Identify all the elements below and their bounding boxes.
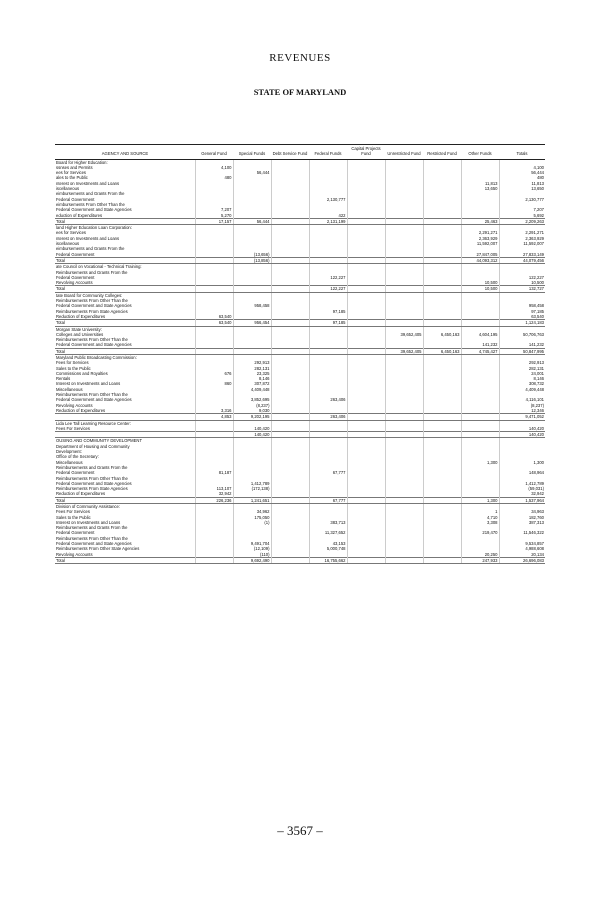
row-value: 11,592,007 bbox=[499, 241, 545, 246]
row-label: ees for Services bbox=[56, 230, 87, 236]
row-value: 20,134 bbox=[499, 552, 545, 558]
page-title: REVENUES bbox=[269, 52, 331, 64]
row-value: 7,207 bbox=[195, 207, 233, 212]
row-value: 56,444 bbox=[233, 170, 271, 175]
row-label: Reimbursements From Other State Agencies bbox=[56, 546, 140, 552]
row-value: 141,232 bbox=[499, 342, 545, 348]
row-label: Reimbursements and Grants From the bbox=[56, 464, 128, 470]
row-value: 7,207 bbox=[499, 207, 545, 212]
row-value: 4,853 bbox=[195, 414, 233, 420]
row-label: Colleges and Universities bbox=[56, 331, 104, 337]
row-value: 2,130,777 bbox=[499, 197, 545, 202]
row-label: Federal Government and State Agencies bbox=[56, 541, 132, 547]
row-label: Federal Government and State Agencies bbox=[56, 342, 132, 348]
row-label: Fees for Services bbox=[56, 360, 89, 366]
row-value: 1,537,964 bbox=[499, 497, 545, 503]
row-value bbox=[347, 557, 385, 563]
row-label: Maryland Public Broadcasting Commission: bbox=[56, 354, 137, 360]
row-value: 140,420 bbox=[499, 432, 545, 438]
row-value: 12,346 bbox=[499, 408, 545, 414]
row-label: Revolving Accounts bbox=[56, 402, 93, 408]
row-label: Reimbursements From State Agencies bbox=[56, 486, 128, 492]
row-value: 34,963 bbox=[499, 509, 545, 514]
row-value: 1,124,183 bbox=[499, 320, 545, 326]
row-value: (8,237) bbox=[499, 403, 545, 408]
row-value: 11,327,652 bbox=[309, 530, 347, 535]
row-label: Federal Government and State Agencies bbox=[56, 480, 132, 486]
row-value: 34,962 bbox=[233, 509, 271, 514]
row-value: 67,777 bbox=[309, 470, 347, 475]
row-label: Total bbox=[55, 320, 195, 326]
row-label: ate Council on Vocational - Technical Training: bbox=[56, 264, 142, 270]
row-value: 9,692,490 bbox=[233, 557, 271, 563]
row-value: 13,650 bbox=[499, 186, 545, 191]
row-value: 956,454 bbox=[233, 320, 271, 326]
row-label: nterest on Investments and Loans bbox=[56, 235, 120, 241]
row-value: (59,031) bbox=[499, 486, 545, 491]
row-value: 958,458 bbox=[499, 303, 545, 308]
row-value: 39,652,405 bbox=[385, 332, 423, 337]
row-label: Total bbox=[55, 557, 195, 563]
header-col-7: Restricted Fund bbox=[423, 145, 461, 160]
row-label: Miscellaneous bbox=[56, 386, 83, 392]
row-label: Revolving Accounts bbox=[56, 280, 93, 286]
header-col-5: Capital Projects Fund bbox=[347, 145, 385, 160]
header-col-3: Debt Service Fund bbox=[271, 145, 309, 160]
header-col-4: Federal Funds bbox=[309, 145, 347, 160]
row-value: (110) bbox=[233, 552, 271, 558]
row-value: 307,872 bbox=[233, 381, 271, 386]
row-value: 27,847,005 bbox=[461, 252, 499, 258]
row-value: 56,444 bbox=[233, 218, 271, 224]
row-value: 2,363,929 bbox=[499, 236, 545, 241]
row-label: land Higher Education Loan Corporation: bbox=[56, 225, 132, 231]
row-label: eimbursements From Other Than the bbox=[56, 201, 125, 207]
row-value: 141,232 bbox=[461, 342, 499, 348]
row-value: 219,470 bbox=[461, 530, 499, 535]
row-value: 27,833,149 bbox=[499, 252, 545, 258]
row-value: 97,185 bbox=[309, 309, 347, 314]
row-label: Reimbursements From Other Than the bbox=[56, 298, 128, 304]
row-value: 132,727 bbox=[499, 286, 545, 292]
row-label: nterest on Investments and Loans bbox=[56, 180, 120, 186]
row-value: 6,450,163 bbox=[423, 332, 461, 337]
row-value: 32,942 bbox=[499, 491, 545, 497]
row-label: Revolving Accounts bbox=[56, 551, 93, 557]
row-value: 10,500 bbox=[461, 286, 499, 292]
row-value: 5,000,748 bbox=[309, 546, 347, 551]
row-value: 387,313 bbox=[499, 520, 545, 525]
row-value: (12,109) bbox=[233, 546, 271, 551]
row-value: 2,363,929 bbox=[461, 236, 499, 241]
row-value: 182,760 bbox=[499, 515, 545, 520]
row-label: Federal Government and State Agencies bbox=[56, 207, 132, 213]
row-label: Reduction of Expenditures bbox=[56, 491, 106, 497]
row-value: 4,100 bbox=[195, 165, 233, 170]
row-value bbox=[385, 557, 423, 563]
row-value: 1,412,789 bbox=[233, 481, 271, 486]
row-value bbox=[423, 557, 461, 563]
row-label: Reimbursements From State Agencies bbox=[56, 308, 128, 314]
row-value: 113,107 bbox=[195, 486, 233, 491]
row-label: iscellaneous bbox=[56, 186, 80, 192]
row-value: 422 bbox=[309, 213, 347, 219]
row-label: Reduction of Expenditures bbox=[56, 407, 106, 413]
row-value: 3,316 bbox=[195, 408, 233, 414]
row-value: 1,300 bbox=[461, 497, 499, 503]
row-value: 81,187 bbox=[195, 470, 233, 475]
row-value: 140,420 bbox=[233, 432, 271, 438]
row-value: (13,656) bbox=[233, 252, 271, 258]
row-label: OUSING AND COMMUNITY DEVELOPMENT bbox=[56, 438, 143, 444]
row-label: Division of Community Assistance: bbox=[56, 504, 120, 509]
row-value: (8,237) bbox=[233, 403, 271, 408]
row-label: Interest on Investments and Loans bbox=[56, 381, 121, 387]
row-value: 308,732 bbox=[499, 381, 545, 386]
row-value: (13,856) bbox=[233, 257, 271, 263]
row-value: 4,745,427 bbox=[461, 348, 499, 354]
row-value: 11,813 bbox=[499, 181, 545, 186]
row-label: Office of the Secretary: bbox=[56, 454, 99, 460]
row-value: 10,500 bbox=[499, 280, 545, 286]
row-label: Reimbursements and Grants From the bbox=[56, 525, 128, 531]
row-value: 2,291,271 bbox=[499, 230, 545, 235]
row-value: 263,406 bbox=[309, 414, 347, 420]
row-value: 32,942 bbox=[195, 491, 233, 497]
row-label: tate Board for Community Colleges: bbox=[56, 292, 123, 298]
row-value: 4,710 bbox=[461, 515, 499, 520]
total-row bbox=[55, 557, 545, 563]
row-value: 247,933 bbox=[461, 557, 499, 563]
row-value: 6,450,163 bbox=[423, 348, 461, 354]
row-label: Federal Government and State Agencies bbox=[56, 397, 132, 403]
row-value: 23,325 bbox=[233, 371, 271, 376]
header-col-9: Totals bbox=[499, 145, 545, 160]
page-subtitle: STATE OF MARYLAND bbox=[253, 87, 347, 97]
row-label: Fees For Services bbox=[56, 425, 90, 431]
row-label: Sales to the Public bbox=[56, 365, 91, 371]
row-value: 9,030 bbox=[233, 408, 271, 414]
row-value: 1,300 bbox=[499, 460, 545, 465]
row-value: 292,913 bbox=[233, 360, 271, 365]
row-value bbox=[195, 557, 233, 563]
row-value: 9,534,857 bbox=[499, 541, 545, 546]
row-value: 2,291,271 bbox=[461, 230, 499, 235]
row-value: 4,116,101 bbox=[499, 397, 545, 402]
row-value: 2,131,199 bbox=[309, 218, 347, 224]
row-value: 860 bbox=[195, 381, 233, 386]
row-label: Reimbursements From Other Than the bbox=[56, 535, 128, 541]
row-label: Rentals bbox=[56, 376, 71, 382]
row-value: 5,692 bbox=[499, 213, 545, 219]
row-value: 25,463 bbox=[461, 218, 499, 224]
row-value: 9,471,052 bbox=[499, 414, 545, 420]
row-value: 175,050 bbox=[233, 515, 271, 520]
row-value: 3,852,695 bbox=[233, 397, 271, 402]
row-value: 56,444 bbox=[499, 170, 545, 175]
row-value: 140,420 bbox=[233, 426, 271, 432]
row-label: eimbursements and Grants From the bbox=[56, 246, 125, 252]
row-value: 39,652,405 bbox=[385, 348, 423, 354]
row-value: 44,079,456 bbox=[499, 257, 545, 263]
row-label: Interest on Investments and Loans bbox=[56, 519, 121, 525]
row-label: eduction of Expenditures bbox=[56, 212, 103, 218]
row-value: 11,592,007 bbox=[461, 241, 499, 246]
row-label: Reimbursements and Grants From the bbox=[56, 269, 128, 275]
row-value: 122,227 bbox=[499, 275, 545, 280]
row-label: Fees For Services bbox=[56, 509, 90, 515]
row-value: 1,300 bbox=[461, 460, 499, 465]
row-value: 292,913 bbox=[499, 360, 545, 365]
row-label: Morgan State University: bbox=[56, 326, 102, 332]
row-label: Department of Housing and Community bbox=[56, 443, 130, 449]
row-value: 958,458 bbox=[233, 303, 271, 308]
row-label: Reimbursements From Other Than the bbox=[56, 475, 128, 481]
row-value: 480 bbox=[195, 175, 233, 180]
row-value: 3,308 bbox=[461, 520, 499, 525]
row-value: 11,546,322 bbox=[499, 530, 545, 535]
row-label: Total bbox=[55, 218, 195, 224]
row-label: eimbursements and Grants From the bbox=[56, 191, 125, 197]
row-value: 383,713 bbox=[309, 520, 347, 525]
row-label: Federal Government bbox=[56, 530, 95, 536]
row-label: Reimbursements From Other Than the bbox=[56, 337, 128, 343]
row-label: iscellaneous bbox=[56, 241, 80, 247]
row-value: 480 bbox=[499, 175, 545, 180]
row-value: 263,406 bbox=[309, 397, 347, 402]
row-value: 1,412,789 bbox=[499, 481, 545, 486]
row-value: 63,540 bbox=[499, 314, 545, 320]
row-label: Total bbox=[55, 497, 195, 503]
row-value: 122,227 bbox=[309, 275, 347, 280]
row-value: 676 bbox=[195, 371, 233, 376]
row-label: ees for Services bbox=[56, 170, 87, 176]
row-label: Miscellaneous bbox=[56, 459, 83, 465]
header-col-1: General Fund bbox=[195, 145, 233, 160]
row-value: 4,100 bbox=[499, 165, 545, 170]
row-value: 10,500 bbox=[461, 280, 499, 286]
row-label: ales to the Public bbox=[56, 175, 88, 181]
row-value: 67,777 bbox=[309, 497, 347, 503]
row-value: 50,706,763 bbox=[499, 332, 545, 337]
row-label: Federal Government bbox=[56, 251, 95, 257]
row-label: ssnses and Permits bbox=[56, 164, 93, 170]
row-value: 2,209,263 bbox=[499, 218, 545, 224]
row-value: 282,131 bbox=[233, 366, 271, 371]
row-value: 43,153 bbox=[309, 541, 347, 546]
row-label: Federal Government and State Agencies bbox=[56, 303, 132, 309]
row-value: 9,202,195 bbox=[233, 414, 271, 420]
row-label: Development: bbox=[56, 449, 82, 455]
row-value: (172,138) bbox=[233, 486, 271, 491]
row-value: 4,604,195 bbox=[461, 332, 499, 337]
row-label: Federal Government bbox=[56, 274, 95, 280]
row-value: 148,964 bbox=[499, 470, 545, 475]
row-value: 20,250 bbox=[461, 552, 499, 558]
row-label: Federal Government bbox=[56, 470, 95, 476]
row-value: 226,236 bbox=[195, 497, 233, 503]
row-label: Federal Government bbox=[56, 196, 95, 202]
row-value: 24,001 bbox=[499, 371, 545, 376]
row-value: 9,491,704 bbox=[233, 541, 271, 546]
row-value: 8,146 bbox=[233, 376, 271, 381]
header-col-8: Other Funds bbox=[461, 145, 499, 160]
header-col-2: Special Funds bbox=[233, 145, 271, 160]
revenue-table bbox=[55, 144, 545, 564]
row-label: Sales to the Public bbox=[56, 514, 91, 520]
row-value: 2,130,777 bbox=[309, 197, 347, 202]
row-value bbox=[271, 557, 309, 563]
row-value: 5,270 bbox=[195, 213, 233, 219]
row-value: 16,755,662 bbox=[309, 557, 347, 563]
header-col-6: Unrestricted Fund bbox=[385, 145, 423, 160]
row-value: (1) bbox=[233, 520, 271, 525]
table-body bbox=[55, 159, 545, 564]
row-value: 26,696,083 bbox=[499, 557, 545, 563]
row-value: 282,131 bbox=[499, 366, 545, 371]
row-value: 4,409,448 bbox=[499, 387, 545, 392]
row-label: Board for Higher Education: bbox=[56, 159, 108, 165]
row-value: 4,409,448 bbox=[233, 387, 271, 392]
row-label: Reimbursements From Other Than the bbox=[56, 392, 128, 398]
row-value: 11,813 bbox=[461, 181, 499, 186]
row-label: Reduction of Expenditures bbox=[56, 313, 106, 319]
row-value: 13,650 bbox=[461, 186, 499, 191]
header-row bbox=[55, 145, 545, 160]
row-value: 122,227 bbox=[309, 286, 347, 292]
row-value: 1 bbox=[461, 509, 499, 514]
table-header bbox=[55, 145, 545, 160]
row-value: 63,540 bbox=[195, 314, 233, 320]
row-label: Lida Lee Tall Learning Resource Center: bbox=[56, 420, 131, 426]
row-label: Total bbox=[55, 257, 195, 263]
row-label: Commissions and Royalties bbox=[56, 370, 108, 376]
row-value: 63,540 bbox=[195, 320, 233, 326]
row-label: Total bbox=[55, 348, 195, 354]
row-value: 1,241,651 bbox=[233, 497, 271, 503]
row-value: 8,146 bbox=[499, 376, 545, 381]
row-value: 44,093,312 bbox=[461, 257, 499, 263]
page-number: – 3567 – bbox=[277, 823, 323, 838]
row-value: 97,185 bbox=[309, 320, 347, 326]
header-agency-source: AGENCY AND SOURCE bbox=[55, 145, 195, 160]
row-value: 4,988,608 bbox=[499, 546, 545, 551]
row-value: 140,420 bbox=[499, 426, 545, 432]
row-value: 97,185 bbox=[499, 309, 545, 314]
row-label: Total bbox=[55, 286, 195, 292]
row-value: 50,847,995 bbox=[499, 348, 545, 354]
row-value: 17,157 bbox=[195, 218, 233, 224]
